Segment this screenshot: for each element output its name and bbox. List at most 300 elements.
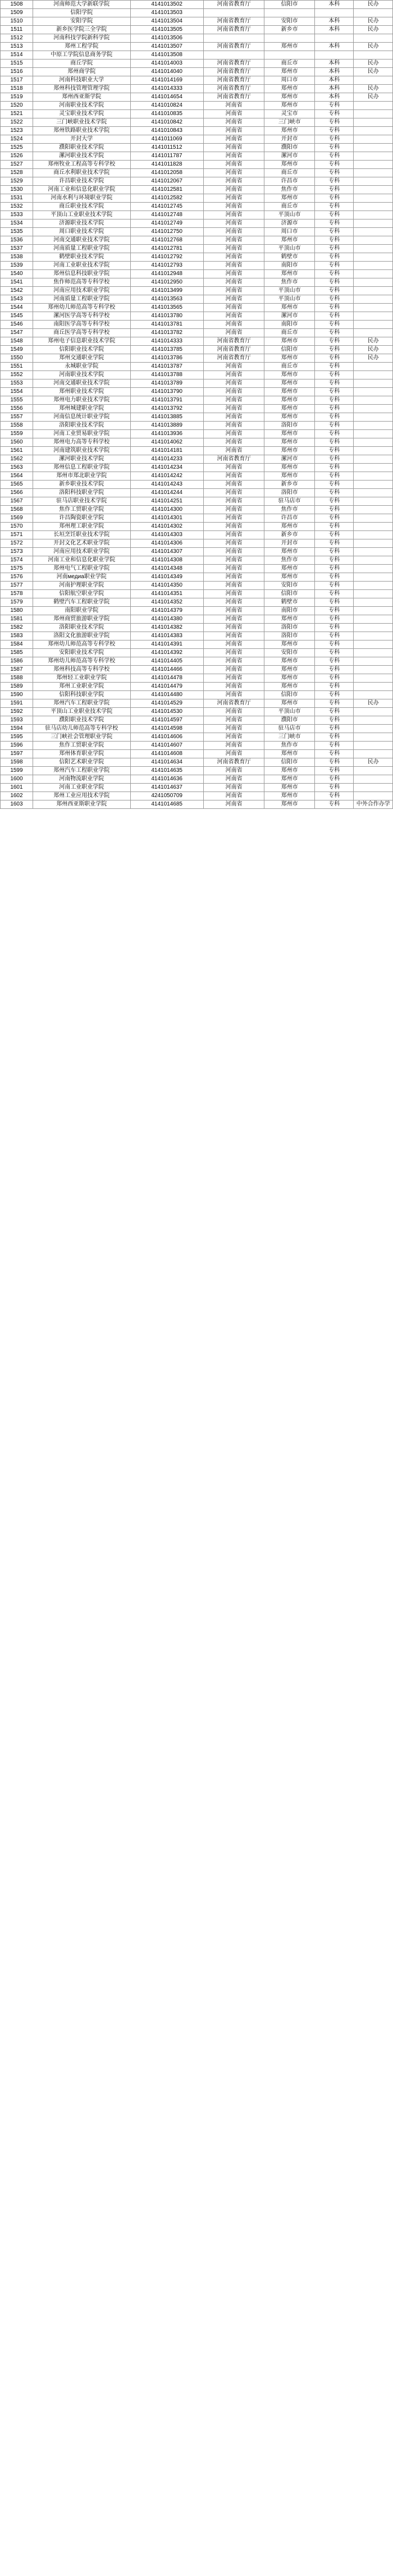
row-index: 1532 (1, 203, 33, 211)
education-level: 专科 (315, 354, 354, 363)
education-level: 本科 (315, 26, 354, 34)
governing-department: 河南省 (203, 236, 264, 245)
school-name: 河南职业技术学院 (33, 371, 130, 379)
school-name: 郑州工程学院 (33, 43, 130, 51)
governing-department: 河南省 (203, 186, 264, 194)
table-row (1, 127, 393, 135)
remark: 民办 (354, 93, 393, 102)
education-level: 专科 (315, 691, 354, 699)
table-row (1, 607, 393, 615)
table-body (1, 1, 393, 809)
location-city: 郑州市 (264, 337, 315, 346)
table-row (1, 228, 393, 236)
governing-department: 河南省教育厅 (203, 17, 264, 26)
governing-department: 河南省教育厅 (203, 346, 264, 354)
governing-department: 河南省 (203, 750, 264, 758)
school-name: 许昌陶瓷职业学院 (33, 514, 130, 523)
remark (354, 304, 393, 312)
school-name: 郑州电子信息职业技术学院 (33, 337, 130, 346)
school-code: 4141014351 (130, 590, 203, 598)
governing-department: 河南省 (203, 767, 264, 775)
location-city: 漯河市 (264, 152, 315, 161)
location-city: 漯河市 (264, 312, 315, 321)
school-code: 4141012792 (130, 253, 203, 262)
row-index: 1572 (1, 539, 33, 548)
school-code: 4141014003 (130, 60, 203, 68)
education-level: 专科 (315, 161, 354, 169)
school-name: 郑州交通职业学院 (33, 354, 130, 363)
location-city: 郑州市 (264, 270, 315, 278)
governing-department: 河南省教育厅 (203, 337, 264, 346)
school-code: 4141014634 (130, 758, 203, 767)
governing-department (203, 9, 264, 17)
education-level: 专科 (315, 321, 354, 329)
remark (354, 683, 393, 691)
remark (354, 582, 393, 590)
education-level: 专科 (315, 784, 354, 792)
row-index: 1517 (1, 76, 33, 85)
school-name: 焦作工贸职业学院 (33, 742, 130, 750)
location-city: 郑州市 (264, 657, 315, 666)
remark (354, 236, 393, 245)
governing-department: 河南省 (203, 742, 264, 750)
school-code: 4141010824 (130, 102, 203, 110)
governing-department: 河南省 (203, 775, 264, 784)
location-city: 三门峡市 (264, 118, 315, 127)
governing-department: 河南省 (203, 211, 264, 219)
remark (354, 674, 393, 683)
location-city: 焦作市 (264, 742, 315, 750)
location-city: 郑州市 (264, 304, 315, 312)
location-city: 郑州市 (264, 464, 315, 472)
location-city: 洛阳市 (264, 624, 315, 632)
location-city: 郑州市 (264, 43, 315, 51)
governing-department: 河南省教育厅 (203, 455, 264, 464)
school-code: 4141014062 (130, 438, 203, 447)
remark (354, 565, 393, 573)
remark (354, 76, 393, 85)
location-city: 焦作市 (264, 278, 315, 287)
row-index: 1516 (1, 68, 33, 76)
table-row (1, 85, 393, 93)
location-city: 洛阳市 (264, 632, 315, 640)
education-level: 专科 (315, 640, 354, 649)
education-level: 专科 (315, 573, 354, 582)
school-name: 平顶山工业职业技术学院 (33, 708, 130, 716)
governing-department: 河南省 (203, 666, 264, 674)
row-index: 1550 (1, 354, 33, 363)
education-level: 专科 (315, 708, 354, 716)
table-row (1, 800, 393, 809)
school-code: 4141014233 (130, 455, 203, 464)
governing-department: 河南省 (203, 413, 264, 422)
remark (354, 211, 393, 219)
school-name: 洛阳职业技术学院 (33, 624, 130, 632)
remark (354, 775, 393, 784)
table-row (1, 708, 393, 716)
governing-department: 河南省 (203, 657, 264, 666)
education-level: 本科 (315, 43, 354, 51)
governing-department: 河南省 (203, 615, 264, 624)
table-row (1, 270, 393, 278)
school-code: 4141013507 (130, 43, 203, 51)
table-row (1, 632, 393, 640)
table-row (1, 657, 393, 666)
location-city: 三门峡市 (264, 733, 315, 742)
education-level: 专科 (315, 767, 354, 775)
education-level: 本科 (315, 76, 354, 85)
governing-department: 河南省 (203, 598, 264, 607)
table-row (1, 161, 393, 169)
row-index: 1531 (1, 194, 33, 203)
school-name: 永城职业学院 (33, 363, 130, 371)
table-row (1, 430, 393, 438)
remark (354, 396, 393, 405)
education-level: 专科 (315, 556, 354, 565)
school-name: 焦作工贸职业学院 (33, 506, 130, 514)
row-index: 1533 (1, 211, 33, 219)
location-city: 平顶山市 (264, 245, 315, 253)
table-row (1, 506, 393, 514)
education-level: 专科 (315, 135, 354, 144)
education-level: 专科 (315, 211, 354, 219)
location-city: 郑州市 (264, 236, 315, 245)
school-name: 郑州牧业工程高等专科学校 (33, 161, 130, 169)
governing-department: 河南省 (203, 438, 264, 447)
education-level: 专科 (315, 506, 354, 514)
governing-department: 河南省 (203, 590, 264, 598)
school-code: 4141014392 (130, 649, 203, 657)
table-row (1, 531, 393, 539)
school-code: 4141013499 (130, 287, 203, 295)
location-city: 驻马店市 (264, 497, 315, 506)
governing-department: 河南省 (203, 304, 264, 312)
education-level: 本科 (315, 93, 354, 102)
table-row (1, 649, 393, 657)
row-index: 1547 (1, 329, 33, 337)
location-city: 郑州市 (264, 102, 315, 110)
location-city: 新乡市 (264, 26, 315, 34)
remark (354, 657, 393, 666)
row-index: 1556 (1, 405, 33, 413)
table-row (1, 405, 393, 413)
school-name: 洛阳文化旅游职业学院 (33, 632, 130, 640)
education-level: 专科 (315, 228, 354, 236)
location-city: 平顶山市 (264, 211, 315, 219)
school-name: 开封文化艺术职业学院 (33, 539, 130, 548)
remark (354, 371, 393, 379)
education-level: 专科 (315, 304, 354, 312)
school-code: 4141014306 (130, 539, 203, 548)
school-name: 信阳艺术职业学院 (33, 758, 130, 767)
table-row (1, 640, 393, 649)
education-level: 专科 (315, 725, 354, 733)
school-code: 4141010843 (130, 127, 203, 135)
school-code: 4141013506 (130, 34, 203, 43)
table-row (1, 497, 393, 506)
governing-department: 河南省 (203, 497, 264, 506)
school-name: 郑州幼儿师范高等专科学校 (33, 640, 130, 649)
table-row (1, 548, 393, 556)
school-name: 长垣烹饪职业技术学院 (33, 531, 130, 539)
table-row (1, 733, 393, 742)
governing-department: 河南省 (203, 573, 264, 582)
governing-department: 河南省 (203, 388, 264, 396)
remark (354, 287, 393, 295)
table-row (1, 447, 393, 455)
school-code: 4141013787 (130, 363, 203, 371)
school-code: 4141013781 (130, 321, 203, 329)
table-row (1, 17, 393, 26)
school-code: 4141014242 (130, 472, 203, 481)
remark (354, 228, 393, 236)
governing-department: 河南省 (203, 632, 264, 640)
school-code: 4141014479 (130, 683, 203, 691)
governing-department: 河南省教育厅 (203, 43, 264, 51)
row-index: 1591 (1, 699, 33, 708)
row-index: 1552 (1, 371, 33, 379)
school-code: 4141013790 (130, 388, 203, 396)
school-name: 安阳职业技术学院 (33, 649, 130, 657)
remark (354, 169, 393, 177)
table-row (1, 514, 393, 523)
row-index: 1594 (1, 725, 33, 733)
school-name: 周口职业技术学院 (33, 228, 130, 236)
row-index: 1514 (1, 51, 33, 60)
row-index: 1555 (1, 396, 33, 405)
governing-department: 河南省 (203, 489, 264, 497)
governing-department: 河南省 (203, 792, 264, 800)
row-index: 1568 (1, 506, 33, 514)
row-index: 1598 (1, 758, 33, 767)
remark (354, 329, 393, 337)
table-row (1, 60, 393, 68)
education-level: 专科 (315, 775, 354, 784)
school-name: 漯河医学高等专科学校 (33, 312, 130, 321)
school-name: 河南信息统计职业学院 (33, 413, 130, 422)
education-level: 专科 (315, 270, 354, 278)
table-row (1, 598, 393, 607)
table-row (1, 699, 393, 708)
school-name: 河南师范大学新联学院 (33, 1, 130, 9)
education-level: 专科 (315, 792, 354, 800)
governing-department: 河南省教育厅 (203, 93, 264, 102)
location-city: 郑州市 (264, 784, 315, 792)
governing-department: 河南省 (203, 321, 264, 329)
table-row (1, 472, 393, 481)
table-row (1, 758, 393, 767)
education-level: 专科 (315, 329, 354, 337)
location-city: 周口市 (264, 76, 315, 85)
remark (354, 203, 393, 211)
table-row (1, 295, 393, 304)
remark: 中外合作办学 (354, 800, 393, 809)
table-row (1, 76, 393, 85)
school-name: 郑州幼儿师范高等专科学校 (33, 304, 130, 312)
school-code: 4141013504 (130, 17, 203, 26)
row-index: 1535 (1, 228, 33, 236)
school-code: 4141011787 (130, 152, 203, 161)
education-level: 专科 (315, 683, 354, 691)
remark (354, 363, 393, 371)
row-index: 1577 (1, 582, 33, 590)
location-city: 郑州市 (264, 379, 315, 388)
location-city: 商丘市 (264, 329, 315, 337)
row-index: 1563 (1, 464, 33, 472)
school-name: 郑州市郑北职业学院 (33, 472, 130, 481)
row-index: 1538 (1, 253, 33, 262)
location-city (264, 34, 315, 43)
row-index: 1523 (1, 127, 33, 135)
governing-department: 河南省 (203, 253, 264, 262)
education-level: 专科 (315, 657, 354, 666)
remark (354, 455, 393, 464)
school-code: 4141014635 (130, 767, 203, 775)
education-level: 专科 (315, 278, 354, 287)
governing-department: 河南省 (203, 312, 264, 321)
school-code: 4141014349 (130, 573, 203, 582)
school-code: 4141014181 (130, 447, 203, 455)
school-name: 郑州幼儿师范高等专科学校 (33, 657, 130, 666)
education-level (315, 51, 354, 60)
school-name: 河南质量工程职业学院 (33, 245, 130, 253)
table-row (1, 211, 393, 219)
governing-department: 河南省 (203, 447, 264, 455)
row-index: 1553 (1, 379, 33, 388)
university-list-page (0, 0, 393, 809)
school-name: 漯河职业技术学院 (33, 455, 130, 464)
location-city: 郑州市 (264, 674, 315, 683)
remark (354, 531, 393, 539)
location-city: 驻马店市 (264, 725, 315, 733)
table-row (1, 767, 393, 775)
table-row (1, 539, 393, 548)
location-city: 郑州市 (264, 792, 315, 800)
school-name: 郑州科技高等专科学校 (33, 666, 130, 674)
governing-department: 河南省 (203, 177, 264, 186)
governing-department: 河南省 (203, 396, 264, 405)
location-city: 郑州市 (264, 775, 315, 784)
school-code: 4141014654 (130, 93, 203, 102)
governing-department: 河南省 (203, 649, 264, 657)
school-code: 4141014598 (130, 725, 203, 733)
education-level: 专科 (315, 565, 354, 573)
remark (354, 590, 393, 598)
governing-department: 河南省 (203, 523, 264, 531)
table-row (1, 556, 393, 565)
location-city: 郑州市 (264, 800, 315, 809)
row-index: 1541 (1, 278, 33, 287)
governing-department: 河南省 (203, 506, 264, 514)
location-city: 郑州市 (264, 396, 315, 405)
location-city: 郑州市 (264, 699, 315, 708)
governing-department: 河南省 (203, 582, 264, 590)
remark (354, 219, 393, 228)
remark (354, 767, 393, 775)
education-level: 专科 (315, 666, 354, 674)
location-city: 开封市 (264, 135, 315, 144)
governing-department: 河南省 (203, 127, 264, 135)
table-row (1, 186, 393, 194)
school-code: 4141014234 (130, 464, 203, 472)
table-row (1, 481, 393, 489)
row-index: 1596 (1, 742, 33, 750)
remark (354, 177, 393, 186)
row-index: 1561 (1, 447, 33, 455)
governing-department: 河南省 (203, 203, 264, 211)
table-row (1, 278, 393, 287)
location-city: 鹤壁市 (264, 598, 315, 607)
governing-department: 河南省 (203, 784, 264, 792)
school-code: 4141013785 (130, 346, 203, 354)
school-code: 4141012749 (130, 219, 203, 228)
education-level: 专科 (315, 539, 354, 548)
school-name: 郑州电力职业技术学院 (33, 396, 130, 405)
table-row (1, 102, 393, 110)
location-city: 南阳市 (264, 262, 315, 270)
school-code: 4141013505 (130, 26, 203, 34)
school-code: 4141014350 (130, 582, 203, 590)
school-name: 信阳科技职业学院 (33, 691, 130, 699)
school-code: 4141014637 (130, 784, 203, 792)
location-city: 郑州市 (264, 767, 315, 775)
row-index: 1574 (1, 556, 33, 565)
table-row (1, 742, 393, 750)
school-name: 郑州商学院 (33, 68, 130, 76)
remark: 民办 (354, 85, 393, 93)
row-index: 1585 (1, 649, 33, 657)
education-level: 专科 (315, 430, 354, 438)
remark (354, 607, 393, 615)
table-row (1, 716, 393, 725)
governing-department: 河南省 (203, 674, 264, 683)
row-index: 1601 (1, 784, 33, 792)
location-city: 信阳市 (264, 758, 315, 767)
governing-department: 河南省 (203, 161, 264, 169)
remark (354, 784, 393, 792)
school-code: 4141014380 (130, 615, 203, 624)
location-city: 郑州市 (264, 523, 315, 531)
school-name: 河南工业职业技术学院 (33, 262, 130, 270)
table-row (1, 573, 393, 582)
governing-department: 河南省教育厅 (203, 85, 264, 93)
education-level: 专科 (315, 127, 354, 135)
school-name: 驻马店幼儿师范高等专科学校 (33, 725, 130, 733)
remark (354, 295, 393, 304)
governing-department: 河南省 (203, 607, 264, 615)
table-row (1, 792, 393, 800)
education-level: 专科 (315, 405, 354, 413)
row-index: 1529 (1, 177, 33, 186)
governing-department: 河南省 (203, 405, 264, 413)
governing-department: 河南省 (203, 245, 264, 253)
school-code: 4141012750 (130, 228, 203, 236)
remark (354, 733, 393, 742)
school-name: 河南科技职业大学 (33, 76, 130, 85)
remark (354, 497, 393, 506)
location-city: 郑州市 (264, 548, 315, 556)
school-name: 许昌职业技术学院 (33, 177, 130, 186)
row-index: 1600 (1, 775, 33, 784)
location-city: 平顶山市 (264, 295, 315, 304)
location-city: 郑州市 (264, 405, 315, 413)
row-index: 1548 (1, 337, 33, 346)
location-city: 信阳市 (264, 1, 315, 9)
location-city: 郑州市 (264, 388, 315, 396)
table-row (1, 674, 393, 683)
governing-department: 河南省 (203, 725, 264, 733)
table-row (1, 26, 393, 34)
